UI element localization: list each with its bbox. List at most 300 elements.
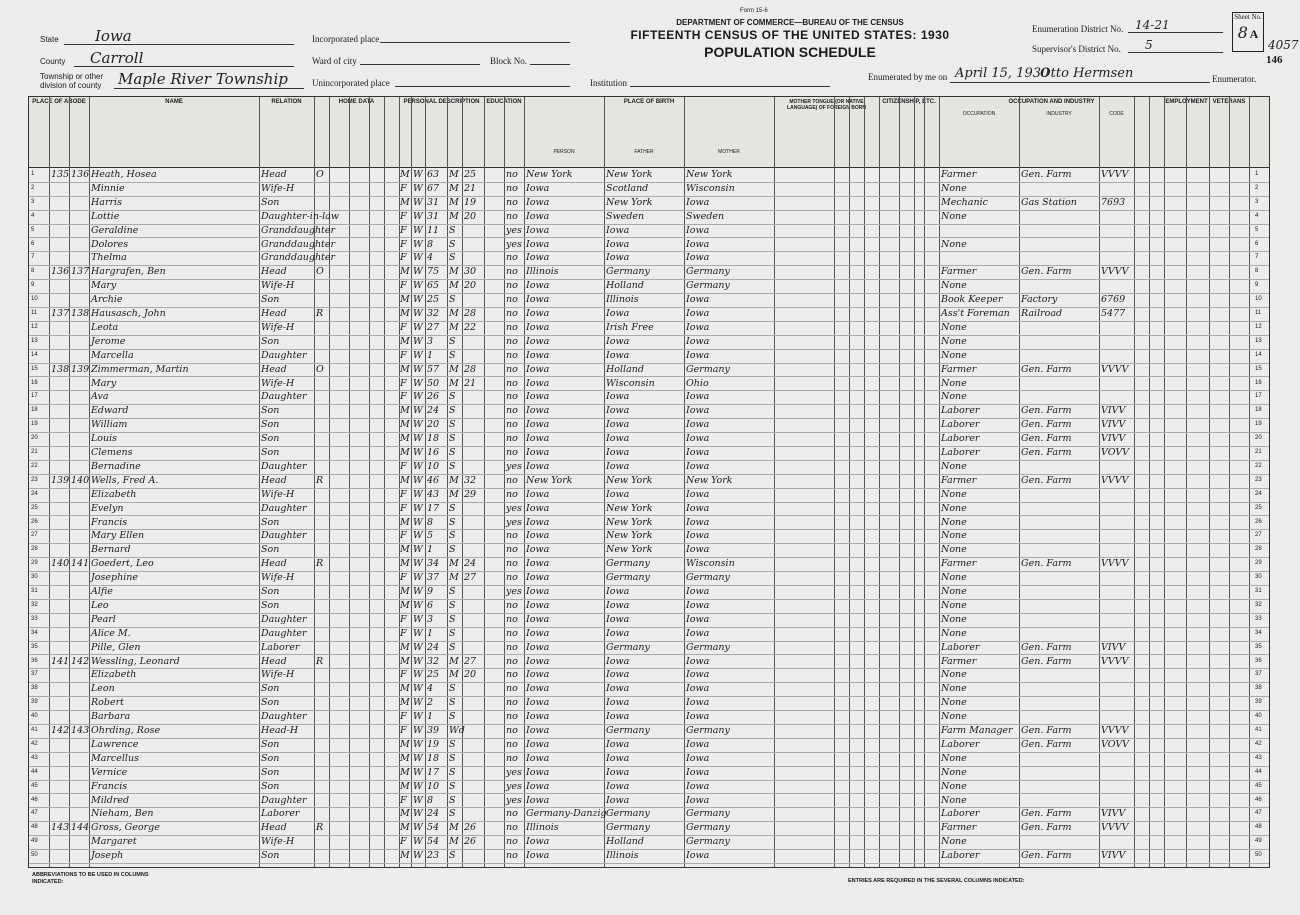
family-number: 140 bbox=[71, 474, 90, 486]
abbreviations-title: ABBREVIATIONS TO BE USED IN COLUMNS INDICATED: bbox=[32, 872, 149, 885]
sex: M bbox=[400, 433, 410, 445]
line-number: 21 bbox=[31, 449, 38, 455]
age: 8 bbox=[427, 794, 434, 806]
marital-status: S bbox=[449, 808, 456, 820]
relation: Granddaughter bbox=[261, 252, 336, 264]
occupation: Farmer bbox=[941, 474, 977, 486]
table-row bbox=[29, 265, 1269, 280]
school-attendance: no bbox=[506, 836, 518, 848]
birthplace-mother: Iowa bbox=[686, 530, 710, 542]
occupation: None bbox=[941, 683, 967, 695]
supervisor-label: Supervisor's District No. bbox=[1032, 44, 1121, 54]
table-row bbox=[29, 377, 1269, 392]
birthplace-mother: Iowa bbox=[686, 850, 710, 862]
race: W bbox=[413, 850, 423, 862]
line-number-right: 10 bbox=[1255, 296, 1262, 303]
table-row bbox=[29, 835, 1269, 850]
birthplace-person: Iowa bbox=[526, 349, 550, 361]
school-attendance: no bbox=[506, 683, 518, 695]
sex: F bbox=[400, 794, 407, 806]
age: 54 bbox=[427, 836, 440, 848]
line-number-right: 25 bbox=[1255, 504, 1262, 511]
line-number-right: 40 bbox=[1255, 713, 1262, 720]
marital-status: M bbox=[449, 836, 459, 848]
marital-status: S bbox=[449, 335, 456, 347]
school-attendance: no bbox=[506, 613, 518, 625]
sex: M bbox=[400, 586, 410, 597]
marital-status: M bbox=[449, 308, 459, 319]
age-at-marriage: 30 bbox=[464, 266, 477, 278]
sex: M bbox=[400, 447, 410, 458]
race: W bbox=[413, 780, 423, 792]
table-row bbox=[29, 710, 1269, 725]
age: 1 bbox=[427, 711, 434, 723]
occupation-code: VIVV bbox=[1101, 850, 1126, 862]
occupation: None bbox=[941, 377, 967, 389]
person-name: Clemens bbox=[91, 447, 133, 458]
sex: F bbox=[400, 349, 407, 361]
person-name: Leota bbox=[91, 321, 119, 333]
table-row bbox=[29, 641, 1269, 656]
sex: F bbox=[400, 224, 407, 236]
line-number: 41 bbox=[31, 727, 38, 733]
line-number: 5 bbox=[31, 226, 35, 233]
age-at-marriage: 22 bbox=[464, 321, 477, 333]
birthplace-father: Iowa bbox=[606, 655, 630, 667]
birthplace-person: Iowa bbox=[526, 405, 550, 417]
family-number: 137 bbox=[71, 266, 90, 278]
relation: Son bbox=[261, 599, 280, 611]
relation: Granddaughter bbox=[261, 224, 336, 236]
person-name: Thelma bbox=[91, 252, 127, 264]
birthplace-person: Iowa bbox=[526, 363, 550, 375]
township-label: Township or other division of county bbox=[40, 72, 104, 90]
block-line bbox=[530, 64, 570, 65]
occupation: None bbox=[941, 321, 967, 333]
relation: Daughter bbox=[261, 502, 307, 514]
occupation: Laborer bbox=[941, 433, 980, 445]
line-number: 39 bbox=[31, 699, 38, 706]
line-number-right: 47 bbox=[1255, 810, 1262, 817]
occupation-code: VIVV bbox=[1101, 405, 1126, 417]
relation: Son bbox=[261, 335, 280, 347]
industry: Gen. Farm bbox=[1021, 725, 1072, 736]
race: W bbox=[413, 738, 423, 750]
marital-status: S bbox=[449, 613, 456, 625]
table-row bbox=[29, 529, 1269, 544]
birthplace-father: Iowa bbox=[606, 335, 630, 347]
occupation: None bbox=[941, 210, 967, 222]
marital-status: M bbox=[449, 321, 459, 333]
population-table bbox=[28, 96, 1270, 868]
birthplace-person: Iowa bbox=[526, 196, 550, 208]
race: W bbox=[413, 794, 423, 806]
race: W bbox=[413, 377, 423, 389]
line-number-right: 2 bbox=[1255, 184, 1259, 191]
occupation: None bbox=[941, 836, 967, 848]
marital-status: S bbox=[449, 530, 456, 542]
birthplace-father: Germany bbox=[606, 808, 650, 820]
state-line bbox=[64, 44, 294, 45]
age-at-marriage: 20 bbox=[464, 280, 477, 292]
birthplace-person: Iowa bbox=[526, 252, 550, 264]
sex: M bbox=[400, 516, 410, 528]
person-name: Leo bbox=[91, 599, 109, 611]
school-attendance: no bbox=[506, 321, 518, 333]
age: 16 bbox=[427, 447, 440, 458]
family-number: 144 bbox=[71, 822, 90, 834]
birthplace-father: Iowa bbox=[606, 683, 630, 695]
table-row bbox=[29, 279, 1269, 294]
person-name: Josephine bbox=[91, 572, 139, 584]
person-name: Nieham, Ben bbox=[91, 808, 154, 820]
birthplace-person: New York bbox=[526, 474, 573, 486]
age-at-marriage: 20 bbox=[464, 669, 477, 681]
age: 4 bbox=[427, 683, 434, 695]
race: W bbox=[413, 474, 423, 486]
race: W bbox=[413, 669, 423, 681]
person-name: Louis bbox=[91, 433, 118, 445]
relation: Son bbox=[261, 752, 280, 764]
marital-status: S bbox=[449, 627, 456, 639]
relation: Daughter bbox=[261, 627, 307, 639]
line-number-right: 8 bbox=[1255, 268, 1259, 275]
marital-status: S bbox=[449, 502, 456, 514]
school-attendance: no bbox=[506, 294, 518, 306]
school-attendance: no bbox=[506, 308, 518, 319]
birthplace-person: Iowa bbox=[526, 725, 550, 736]
school-attendance: no bbox=[506, 433, 518, 445]
marital-status: S bbox=[449, 460, 456, 472]
relation: Son bbox=[261, 850, 280, 862]
group-name: NAME bbox=[165, 99, 183, 105]
birthplace-father: Iowa bbox=[606, 780, 630, 792]
table-row bbox=[29, 821, 1269, 836]
industry: Gen. Farm bbox=[1021, 447, 1072, 458]
birthplace-father: New York bbox=[606, 196, 653, 208]
relation: Son bbox=[261, 738, 280, 750]
birthplace-father: Iowa bbox=[606, 669, 630, 681]
birthplace-person: Iowa bbox=[526, 182, 550, 194]
age: 10 bbox=[427, 780, 440, 792]
race: W bbox=[413, 335, 423, 347]
dwelling-number: 142 bbox=[51, 725, 70, 736]
relation: Son bbox=[261, 294, 280, 306]
race: W bbox=[413, 196, 423, 208]
occupation: None bbox=[941, 460, 967, 472]
race: W bbox=[413, 460, 423, 472]
birthplace-father: Iowa bbox=[606, 238, 630, 250]
person-name: Wells, Fred A. bbox=[91, 474, 159, 486]
race: W bbox=[413, 252, 423, 264]
age-at-marriage: 28 bbox=[464, 308, 477, 319]
industry: Factory bbox=[1021, 294, 1058, 306]
supervisor-value: 5 bbox=[1145, 38, 1153, 52]
line-number: 15 bbox=[31, 365, 38, 372]
sheet-number: 8 bbox=[1237, 23, 1248, 42]
birthplace-person: Iowa bbox=[526, 794, 550, 806]
race: W bbox=[413, 752, 423, 764]
birthplace-father: Holland bbox=[606, 363, 644, 375]
birthplace-father: New York bbox=[606, 502, 653, 514]
table-row bbox=[29, 363, 1269, 378]
sex: F bbox=[400, 725, 407, 736]
line-number: 10 bbox=[31, 296, 38, 303]
marital-status: M bbox=[449, 488, 459, 500]
sex: F bbox=[400, 669, 407, 681]
sex: M bbox=[400, 474, 410, 486]
race: W bbox=[413, 558, 423, 570]
race: W bbox=[413, 294, 423, 306]
relation: Daughter bbox=[261, 391, 307, 403]
page-number: 146 bbox=[1266, 54, 1283, 66]
birthplace-mother: Iowa bbox=[686, 391, 710, 403]
marital-status: S bbox=[449, 850, 456, 862]
school-attendance: no bbox=[506, 335, 518, 347]
line-number: 27 bbox=[31, 532, 38, 539]
block-label: Block No. bbox=[490, 56, 527, 66]
birthplace-mother: Ohio bbox=[686, 377, 709, 389]
marital-status: S bbox=[449, 697, 456, 709]
birthplace-father: Iowa bbox=[606, 752, 630, 764]
ward-line bbox=[360, 64, 480, 65]
line-number-right: 33 bbox=[1255, 615, 1262, 622]
occupation: None bbox=[941, 516, 967, 528]
line-number: 40 bbox=[31, 713, 38, 720]
age: 4 bbox=[427, 252, 434, 264]
line-number-right: 41 bbox=[1255, 727, 1262, 733]
age-at-marriage: 27 bbox=[464, 572, 477, 584]
birthplace-mother: Iowa bbox=[686, 544, 710, 556]
birthplace-person: Illinois bbox=[526, 266, 559, 278]
age-at-marriage: 21 bbox=[464, 182, 477, 194]
line-number-right: 18 bbox=[1255, 407, 1262, 414]
enumerated-label: Enumerated by me on bbox=[868, 72, 948, 82]
industry: Gen. Farm bbox=[1021, 655, 1072, 667]
relation: Daughter bbox=[261, 711, 307, 723]
line-number-right: 37 bbox=[1255, 671, 1262, 678]
occupation: Laborer bbox=[941, 419, 980, 431]
line-number-right: 12 bbox=[1255, 323, 1262, 330]
sex: M bbox=[400, 308, 410, 319]
birthplace-mother: Wisconsin bbox=[686, 558, 735, 570]
line-number-right: 4 bbox=[1255, 212, 1259, 219]
state-value: Iowa bbox=[95, 27, 132, 45]
line-number: 38 bbox=[31, 685, 38, 692]
birthplace-person: Iowa bbox=[526, 530, 550, 542]
age: 3 bbox=[427, 613, 434, 625]
table-row bbox=[29, 335, 1269, 350]
person-name: Bernard bbox=[91, 544, 131, 556]
group-employment: EMPLOYMENT bbox=[1165, 99, 1208, 105]
birthplace-person: Iowa bbox=[526, 641, 550, 653]
line-number: 16 bbox=[31, 379, 38, 386]
table-row bbox=[29, 696, 1269, 711]
line-number-right: 3 bbox=[1255, 198, 1259, 205]
table-row bbox=[29, 668, 1269, 683]
occupation: Farmer bbox=[941, 822, 977, 834]
dwelling-number: 135 bbox=[51, 169, 70, 180]
race: W bbox=[413, 544, 423, 556]
birthplace-mother: Iowa bbox=[686, 488, 710, 500]
birthplace-mother: Iowa bbox=[686, 321, 710, 333]
table-row bbox=[29, 182, 1269, 197]
birthplace-person: Iowa bbox=[526, 752, 550, 764]
person-name: Francis bbox=[91, 516, 128, 528]
school-attendance: no bbox=[506, 711, 518, 723]
birthplace-person: Iowa bbox=[526, 599, 550, 611]
school-attendance: no bbox=[506, 738, 518, 750]
table-row bbox=[29, 251, 1269, 266]
relation: Son bbox=[261, 516, 280, 528]
sex: F bbox=[400, 836, 407, 848]
table-row bbox=[29, 557, 1269, 572]
person-name: Mildred bbox=[91, 794, 130, 806]
birthplace-mother: Iowa bbox=[686, 766, 710, 778]
occupation: Farmer bbox=[941, 558, 977, 570]
sex: F bbox=[400, 488, 407, 500]
table-row bbox=[29, 543, 1269, 558]
line-number: 48 bbox=[31, 824, 38, 831]
occupation: Laborer bbox=[941, 850, 980, 862]
table-row bbox=[29, 585, 1269, 600]
table-row bbox=[29, 474, 1269, 489]
line-number-right: 34 bbox=[1255, 629, 1262, 636]
school-attendance: no bbox=[506, 669, 518, 681]
birthplace-mother: Germany bbox=[686, 836, 730, 848]
unincorporated-label: Unincorporated place bbox=[312, 78, 390, 88]
marital-status: M bbox=[449, 474, 459, 486]
birthplace-father: Scotland bbox=[606, 182, 649, 194]
occupation: None bbox=[941, 349, 967, 361]
marital-status: M bbox=[449, 655, 459, 667]
race: W bbox=[413, 419, 423, 431]
school-attendance: no bbox=[506, 808, 518, 820]
home-tenure: R bbox=[316, 655, 324, 667]
sex: F bbox=[400, 530, 407, 542]
person-name: Heath, Hosea bbox=[91, 169, 157, 180]
group-veterans: VETERANS bbox=[1212, 99, 1246, 105]
occupation: Ass't Foreman bbox=[941, 308, 1010, 319]
table-row bbox=[29, 752, 1269, 767]
line-number: 30 bbox=[31, 574, 38, 581]
sex: F bbox=[400, 711, 407, 723]
occupation-code: VIVV bbox=[1101, 433, 1126, 445]
birthplace-mother: Iowa bbox=[686, 433, 710, 445]
race: W bbox=[413, 182, 423, 194]
department-title: DEPARTMENT OF COMMERCE—BUREAU OF THE CENSUS bbox=[676, 18, 904, 27]
birthplace-father: Iowa bbox=[606, 224, 630, 236]
incorporated-line bbox=[380, 42, 570, 43]
race: W bbox=[413, 349, 423, 361]
birthplace-father: Iowa bbox=[606, 738, 630, 750]
birthplace-father: Iowa bbox=[606, 349, 630, 361]
state-label: State bbox=[40, 35, 59, 44]
birthplace-person: Iowa bbox=[526, 433, 550, 445]
line-number-right: 9 bbox=[1255, 282, 1259, 289]
birthplace-father: Iowa bbox=[606, 252, 630, 264]
age: 43 bbox=[427, 488, 440, 500]
relation: Granddaughter bbox=[261, 238, 336, 250]
group-personal: PERSONAL DESCRIPTION bbox=[403, 99, 480, 105]
birthplace-person: Iowa bbox=[526, 224, 550, 236]
age: 8 bbox=[427, 238, 434, 250]
person-name: Geraldine bbox=[91, 224, 139, 236]
industry: Gen. Farm bbox=[1021, 266, 1072, 278]
person-name: Lottie bbox=[91, 210, 120, 222]
age-at-marriage: 32 bbox=[464, 474, 477, 486]
race: W bbox=[413, 711, 423, 723]
birthplace-father: Illinois bbox=[606, 850, 639, 862]
birthplace-mother: Iowa bbox=[686, 780, 710, 792]
age: 3 bbox=[427, 335, 434, 347]
line-number-right: 15 bbox=[1255, 365, 1262, 372]
line-number: 8 bbox=[31, 268, 35, 275]
group-home: HOME DATA bbox=[338, 99, 375, 105]
age: 24 bbox=[427, 641, 440, 653]
sex: M bbox=[400, 641, 410, 653]
age: 1 bbox=[427, 349, 434, 361]
school-attendance: no bbox=[506, 641, 518, 653]
age: 24 bbox=[427, 405, 440, 417]
school-attendance: yes bbox=[506, 502, 522, 514]
birthplace-mother: Iowa bbox=[686, 349, 710, 361]
line-number-right: 1 bbox=[1255, 171, 1259, 177]
line-number-right: 43 bbox=[1255, 754, 1262, 761]
industry: Gen. Farm bbox=[1021, 641, 1072, 653]
line-number-right: 13 bbox=[1255, 337, 1262, 344]
state-field bbox=[40, 34, 59, 44]
occupation: None bbox=[941, 627, 967, 639]
occupation-code: 6769 bbox=[1101, 294, 1126, 306]
table-row bbox=[29, 238, 1269, 253]
race: W bbox=[413, 210, 423, 222]
person-name: Vernice bbox=[91, 766, 128, 778]
birthplace-mother: Iowa bbox=[686, 794, 710, 806]
birthplace-person: Iowa bbox=[526, 391, 550, 403]
schedule-title: POPULATION SCHEDULE bbox=[704, 44, 876, 60]
age: 8 bbox=[427, 516, 434, 528]
table-row bbox=[29, 168, 1269, 183]
birthplace-father: Iowa bbox=[606, 405, 630, 417]
sex: M bbox=[400, 738, 410, 750]
school-attendance: no bbox=[506, 349, 518, 361]
line-number: 32 bbox=[31, 601, 38, 608]
age: 9 bbox=[427, 586, 434, 597]
occupation: Book Keeper bbox=[941, 294, 1003, 306]
person-name: William bbox=[91, 419, 128, 431]
industry: Railroad bbox=[1021, 308, 1063, 319]
family-number: 142 bbox=[71, 655, 90, 667]
birthplace-mother: Iowa bbox=[686, 752, 710, 764]
sex: M bbox=[400, 558, 410, 570]
sex: F bbox=[400, 238, 407, 250]
birthplace-person: Iowa bbox=[526, 780, 550, 792]
table-row bbox=[29, 516, 1269, 531]
enumerator-label: Enumerator. bbox=[1212, 74, 1257, 84]
line-number-right: 30 bbox=[1255, 574, 1262, 581]
race: W bbox=[413, 613, 423, 625]
person-name: Harris bbox=[91, 196, 122, 208]
marital-status: S bbox=[449, 641, 456, 653]
birthplace-person: Iowa bbox=[526, 238, 550, 250]
home-tenure: R bbox=[316, 474, 324, 486]
birthplace-father: Germany bbox=[606, 558, 650, 570]
line-number: 46 bbox=[31, 796, 38, 803]
age: 5 bbox=[427, 530, 434, 542]
birthplace-person: Iowa bbox=[526, 502, 550, 514]
birthplace-person: Iowa bbox=[526, 280, 550, 292]
